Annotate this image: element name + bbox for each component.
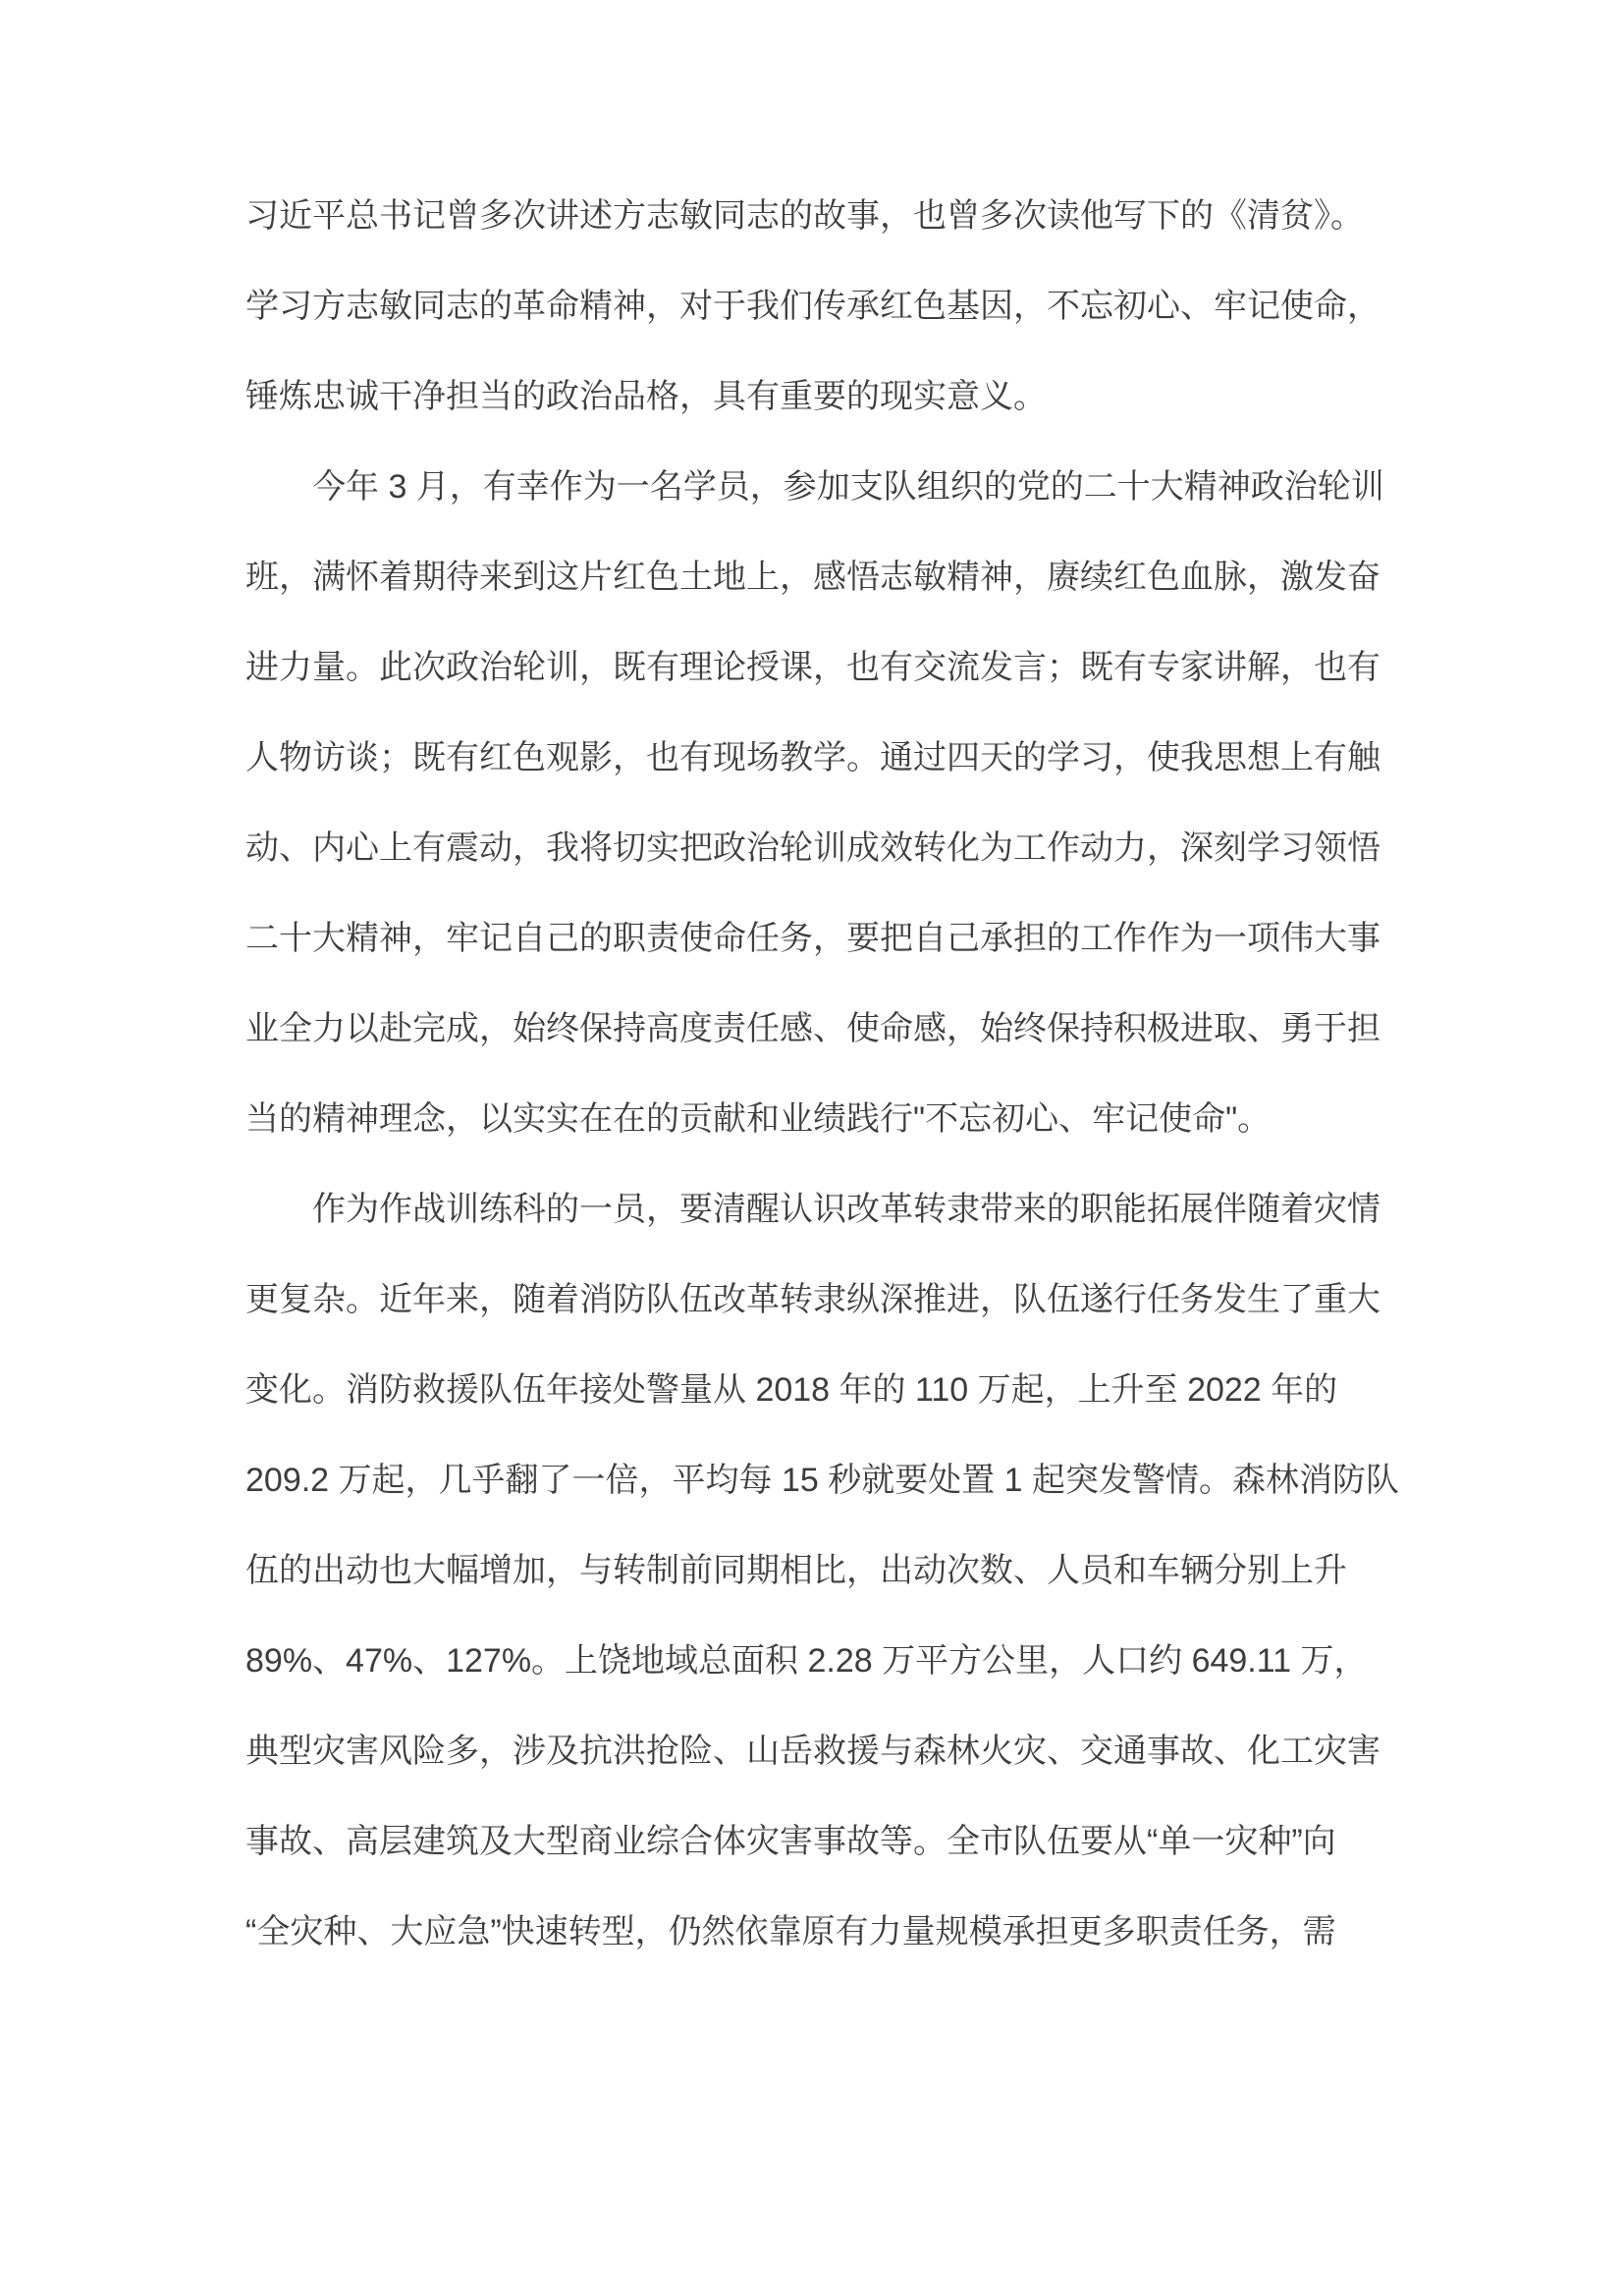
paragraph [245, 442, 1384, 1164]
text-line: 习近平总书记曾多次讲述方志敏同志的故事，也曾多次读他写下的《清贫》。 [245, 197, 1364, 235]
text-line: 典型灾害风险多，涉及抗洪抢险、山岳救援与森林火灾、交通事故、化工灾害 [245, 1733, 1380, 1770]
text-line: 学习方志敏同志的革命精神，对于我们传承红色基因，不忘初心、牢记使命， [245, 288, 1380, 325]
text-line: 更复杂。近年来，随着消防队伍改革转隶纵深推进，队伍遂行任务发生了重大 [245, 1281, 1380, 1318]
text-line: “全灾种、大应急”快速转型，仍然依靠原有力量规模承担更多职责任务，需 [245, 1913, 1336, 1950]
paragraph [245, 1164, 1400, 1977]
text-line: 业全力以赴完成，始终保持高度责任感、使命感，始终保持积极进取、勇于担 [245, 1010, 1380, 1047]
document-body [245, 171, 1400, 1977]
text-line: 事故、高层建筑及大型商业综合体灾害事故等。全市队伍要从“单一灾种”向 [245, 1823, 1336, 1860]
text-line: 二十大精神，牢记自己的职责使命任务，要把自己承担的工作作为一项伟大事 [245, 920, 1380, 957]
text-line: 89%、47%、127%。上饶地域总面积 2.28 万平方公里，人口约 649.11 万， [245, 1642, 1368, 1680]
text-line: 作为作战训练科的一员，要清醒认识改革转隶带来的职能拓展伴随着灾情 [312, 1191, 1380, 1228]
text-line: 当的精神理念，以实实在在的贡献和业绩践行"不忘初心、牢记使命"。 [245, 1100, 1272, 1138]
text-line: 进力量。此次政治轮训，既有理论授课，也有交流发言；既有专家讲解，也有 [245, 649, 1380, 686]
text-line: 209.2 万起，几乎翻了一倍，平均每 15 秒就要处置 1 起突发警情。森林消防队 [245, 1462, 1400, 1499]
text-line: 人物访谈；既有红色观影，也有现场教学。通过四天的学习，使我思想上有触 [245, 739, 1380, 776]
text-line: 班，满怀着期待来到这片红色土地上，感悟志敏精神，赓续红色血脉，激发奋 [245, 559, 1380, 596]
text-line: 锤炼忠诚干净担当的政治品格，具有重要的现实意义。 [245, 378, 1047, 415]
text-line: 伍的出动也大幅增加，与转制前同期相比，出动次数、人员和车辆分别上升 [245, 1552, 1347, 1589]
text-line: 变化。消防救援队伍年接处警量从 2018 年的 110 万起，上升至 2022 年的 [245, 1371, 1338, 1409]
paragraph [245, 171, 1379, 442]
text-line: 动、内心上有震动，我将切实把政治轮训成效转化为工作动力，深刻学习领悟 [245, 829, 1380, 867]
text-line: 今年 3 月，有幸作为一名学员，参加支队组织的党的二十大精神政治轮训 [312, 468, 1384, 506]
